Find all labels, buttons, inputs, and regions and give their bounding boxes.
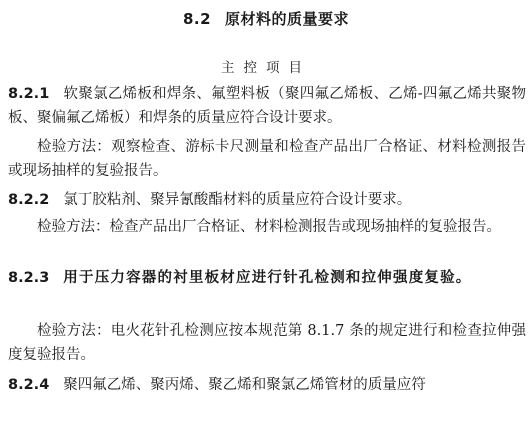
clause-8-2-3 (8, 266, 526, 290)
clause-number: 8.2.3 (8, 270, 50, 286)
section-title: 原材料的质量要求 (225, 10, 350, 28)
clause-text: 氯丁胶粘剂、聚异氰酸酯材料的质量应符合设计要求。 (63, 192, 412, 208)
clause-8-2-2 (8, 188, 526, 212)
section-number: 8.2 (182, 10, 212, 28)
clause-number: 8.2.2 (8, 192, 50, 208)
clause-text: 用于压力容器的衬里板材应进行针孔检测和拉伸强度复验。 (63, 270, 472, 286)
clause-text: 聚四氟乙烯、聚丙烯、聚乙烯和聚氯乙烯管材的质量应符 (63, 377, 426, 393)
section-heading (0, 8, 532, 30)
clause-8-2-4 (8, 373, 526, 397)
inspection-method-8-2-2: 检验方法：检查产品出厂合格证、材料检测报告或现场抽样的复验报告。 (37, 219, 501, 235)
subheading-main-control-items: 主控项目 (221, 60, 311, 76)
clause-text: 软聚氯乙烯板和焊条、氟塑料板（聚四氟乙烯板、乙烯-四氟乙烯共聚物板、聚偏氟乙烯板）和焊条的质量应符合设计要求。 (8, 86, 526, 126)
clause-number: 8.2.4 (8, 377, 50, 393)
inspection-method-8-2-3: 检验方法：电火花针孔检测应按本规范第 8.1.7 条的规定进行和检查拉伸强度复验报告。 (8, 323, 526, 363)
clause-number: 8.2.1 (8, 86, 50, 102)
clause-8-2-1 (8, 82, 526, 130)
inspection-method-8-2-1: 检验方法：观察检查、游标卡尺测量和检查产品出厂合格证、材料检测报告或现场抽样的复验报告。 (8, 139, 526, 179)
